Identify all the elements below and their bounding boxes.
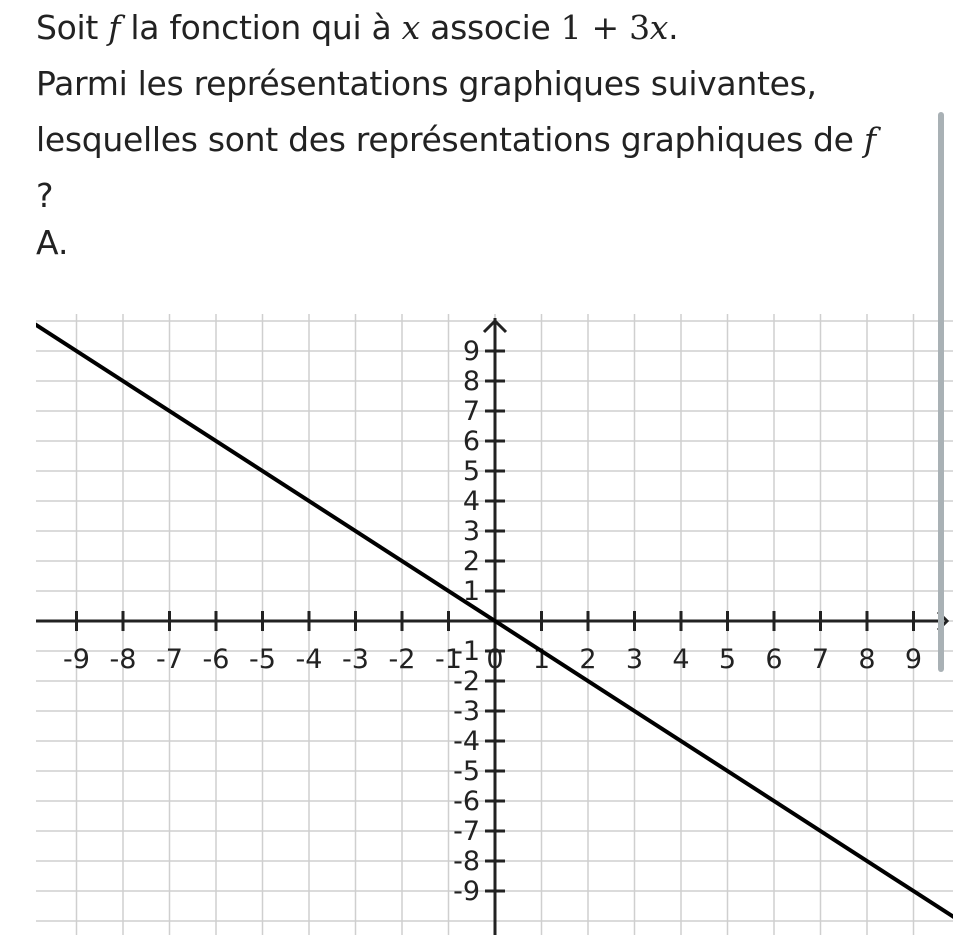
x-tick-label: 6 — [765, 644, 783, 675]
y-tick-label: -3 — [453, 696, 480, 727]
x-tick-label: 0 — [486, 644, 504, 675]
x-tick-label: 1 — [532, 644, 551, 675]
x-tick-label: -3 — [342, 644, 369, 675]
scrollbar-thumb[interactable] — [938, 112, 944, 672]
x-tick-label: 5 — [718, 644, 737, 675]
variable-symbol-x: x — [401, 8, 420, 47]
question-line-1-middle: la fonction qui à — [120, 8, 402, 47]
x-tick-label: -7 — [156, 644, 183, 675]
y-tick-label: 4 — [462, 486, 480, 517]
x-tick-label: 9 — [904, 644, 923, 675]
x-tick-label: -5 — [249, 644, 276, 675]
function-symbol-f-2: f — [863, 120, 876, 159]
x-tick-label: 8 — [858, 644, 876, 675]
y-tick-label: 1 — [462, 576, 480, 607]
y-tick-label: 2 — [462, 546, 480, 577]
x-tick-label: -4 — [295, 644, 323, 675]
x-tick-label: 3 — [625, 644, 644, 675]
x-tick-label: -8 — [109, 644, 137, 675]
question-line-2: Parmi les représentations graphiques suivantes, — [36, 64, 817, 103]
question-line-1-prefix: Soit — [36, 8, 109, 47]
y-tick-label: -7 — [453, 816, 480, 847]
question-line-3-text: lesquelles sont des représentations graphiques de — [36, 120, 864, 159]
y-tick-label: 6 — [462, 426, 480, 457]
y-tick-label: 5 — [462, 456, 480, 487]
x-tick-label: -6 — [202, 644, 230, 675]
y-tick-label: 3 — [462, 516, 480, 547]
y-tick-label: 7 — [462, 396, 480, 427]
x-tick-label: 7 — [811, 644, 830, 675]
question-line-1-period: . — [668, 8, 679, 47]
y-tick-label: -5 — [453, 756, 480, 787]
x-tick-label: -9 — [63, 644, 90, 675]
y-tick-label: -2 — [453, 666, 480, 697]
x-tick-label: -1 — [435, 644, 462, 675]
question-line-4: ? — [36, 176, 54, 215]
y-tick-label: -9 — [453, 876, 480, 907]
x-tick-label: 2 — [579, 644, 597, 675]
function-symbol-f: f — [108, 8, 121, 47]
expression-constant-part: 1 + 3 — [560, 8, 650, 47]
x-tick-label: 4 — [672, 644, 690, 675]
y-tick-label: -4 — [453, 726, 480, 757]
x-tick-label: -2 — [388, 644, 416, 675]
option-label-a[interactable]: A. — [36, 223, 69, 262]
y-tick-label: -6 — [453, 786, 480, 817]
question-line-1-associe: associe — [419, 8, 561, 47]
scrollbar[interactable] — [936, 112, 946, 672]
expression-variable-x: x — [649, 8, 669, 47]
y-tick-label: -8 — [453, 846, 480, 877]
y-tick-label: -1 — [453, 636, 480, 667]
y-tick-label: 9 — [462, 336, 480, 367]
y-tick-label: 8 — [462, 366, 480, 397]
